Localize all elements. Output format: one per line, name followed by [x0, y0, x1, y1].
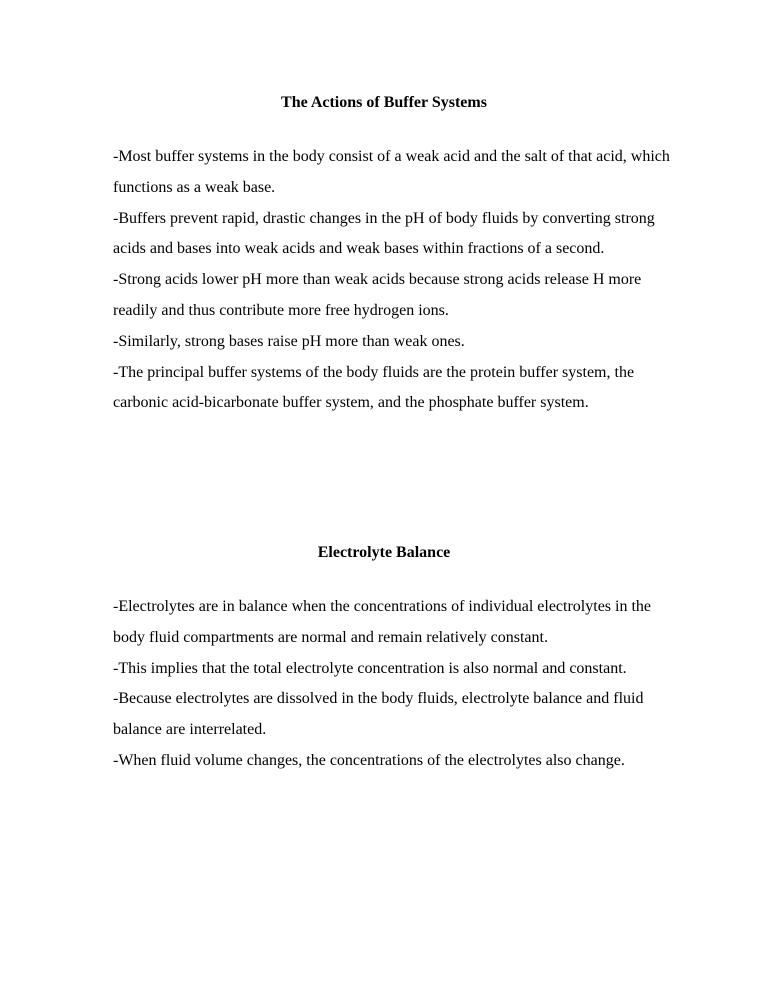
- paragraph: -Electrolytes are in balance when the concentrations of individual electrolytes in the body fluid compartments are normal and remain relatively constant.: [113, 598, 652, 646]
- section-title-buffer-systems: The Actions of Buffer Systems: [281, 94, 487, 111]
- paragraph: -Strong acids lower pH more than weak acids because strong acids release H more readily and thus contribute more free hydrogen ions.: [113, 271, 642, 319]
- paragraph: -Buffers prevent rapid, drastic changes in the pH of body fluids by converting strong acids and bases into weak acids and weak bases within fractions of a second.: [113, 209, 655, 258]
- paragraph: -Similarly, strong bases raise pH more than weak ones.: [113, 332, 465, 350]
- paragraph: -The principal buffer systems of the body fluids are the protein buffer system, the carbonic acid-bicarbonate buffer system, and the phosphate buffer system.: [113, 363, 635, 412]
- paragraph: -When fluid volume changes, the concentrations of the electrolytes also change.: [113, 751, 625, 769]
- section-body-electrolyte-balance: [113, 592, 673, 777]
- section-title-electrolyte-balance: Electrolyte Balance: [317, 544, 451, 561]
- section-body-buffer-systems: [113, 142, 673, 419]
- paragraph: -This implies that the total electrolyte concentration is also normal and constant.: [113, 659, 627, 677]
- paragraph: -Most buffer systems in the body consist of a weak acid and the salt of that acid, which functions as a weak base.: [113, 148, 670, 196]
- paragraph: -Because electrolytes are dissolved in the body fluids, electrolyte balance and fluid balance are interrelated.: [113, 690, 644, 739]
